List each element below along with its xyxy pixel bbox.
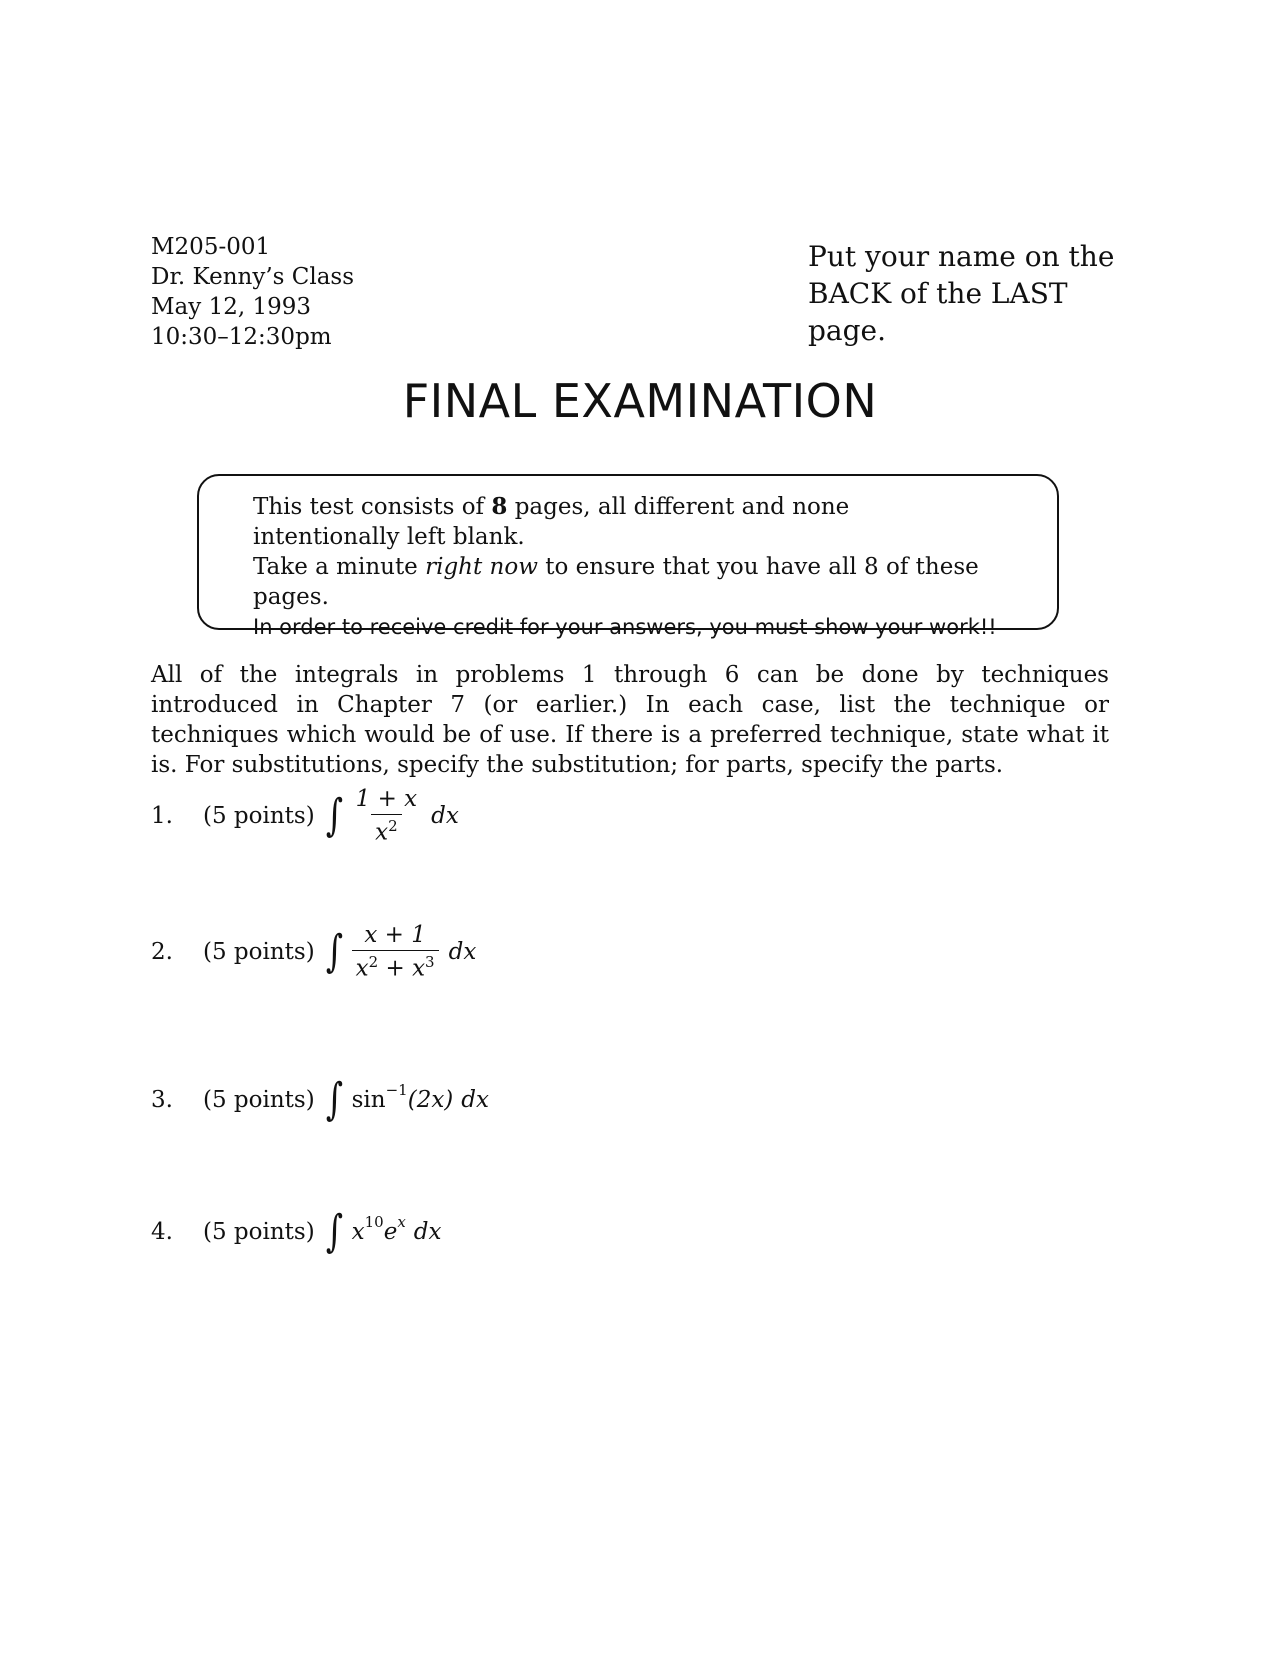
function-argument: (2x) xyxy=(407,1086,454,1113)
instructions-paragraph: All of the integrals in problems 1 through 6 can be done by techniques introduced in Chapter 7 (or earlier.) In each case, list the technique or techniques which would be of use. If there is a preferred technique, state what it is. For substitutions, specify the substitution; for parts, specify the parts. xyxy=(151,662,1109,778)
integral-sign: ∫ xyxy=(325,1206,343,1257)
problem-points: (5 points) xyxy=(203,938,315,965)
notice-line-3: In order to receive credit for your answers, you must show your work!! xyxy=(253,615,997,639)
integral-sign: ∫ xyxy=(325,790,343,842)
differential: dx xyxy=(448,938,477,965)
problem-4 xyxy=(151,1206,442,1257)
problem-3 xyxy=(151,1074,489,1125)
fraction xyxy=(352,922,439,982)
course-info xyxy=(151,232,354,352)
page-count: 8 xyxy=(491,493,508,520)
notice-box xyxy=(197,474,1059,639)
differential: dx xyxy=(413,1218,442,1245)
numerator: x + 1 xyxy=(364,922,426,948)
function-name: sin xyxy=(351,1086,386,1113)
power-base: x xyxy=(351,1218,365,1245)
integral-sign: ∫ xyxy=(325,926,343,978)
exponential-base: e xyxy=(383,1218,398,1245)
problem-number: 2. xyxy=(151,938,173,965)
problem-number: 1. xyxy=(151,802,173,829)
power-exponent: 10 xyxy=(364,1212,384,1231)
numerator: 1 + x xyxy=(355,786,418,812)
instructor: Dr. Kenny’s Class xyxy=(151,264,355,290)
problem-points: (5 points) xyxy=(203,1086,315,1113)
problem-points: (5 points) xyxy=(203,802,315,829)
problem-number: 3. xyxy=(151,1086,173,1113)
problem-number: 4. xyxy=(151,1218,173,1245)
name-instruction: Put your name on the BACK of the LAST page. xyxy=(808,240,1115,347)
exponential-exponent: x xyxy=(397,1212,406,1231)
integral-sign: ∫ xyxy=(325,1074,343,1125)
problem-points: (5 points) xyxy=(203,1218,315,1245)
course-code: M205-001 xyxy=(151,234,271,260)
function-exponent: −1 xyxy=(385,1080,408,1099)
denominator: $x^2$ xyxy=(371,814,402,846)
exam-date: May 12, 1993 xyxy=(151,294,311,320)
fraction xyxy=(352,786,422,846)
differential: dx xyxy=(431,802,459,829)
differential: dx xyxy=(461,1086,489,1113)
denominator: $x^2 + x^3$ xyxy=(352,950,439,982)
notice-line-2: Take a minute right now to ensure that you have all 8 of these pages. xyxy=(253,554,979,610)
problem-2 xyxy=(151,922,476,982)
exam-time: 10:30–12:30pm xyxy=(151,324,332,350)
problem-1 xyxy=(151,786,459,846)
notice-line-1: This test consists of 8 pages, all different and none intentionally left blank. xyxy=(253,493,850,550)
page-title: FINAL EXAMINATION xyxy=(402,374,878,428)
